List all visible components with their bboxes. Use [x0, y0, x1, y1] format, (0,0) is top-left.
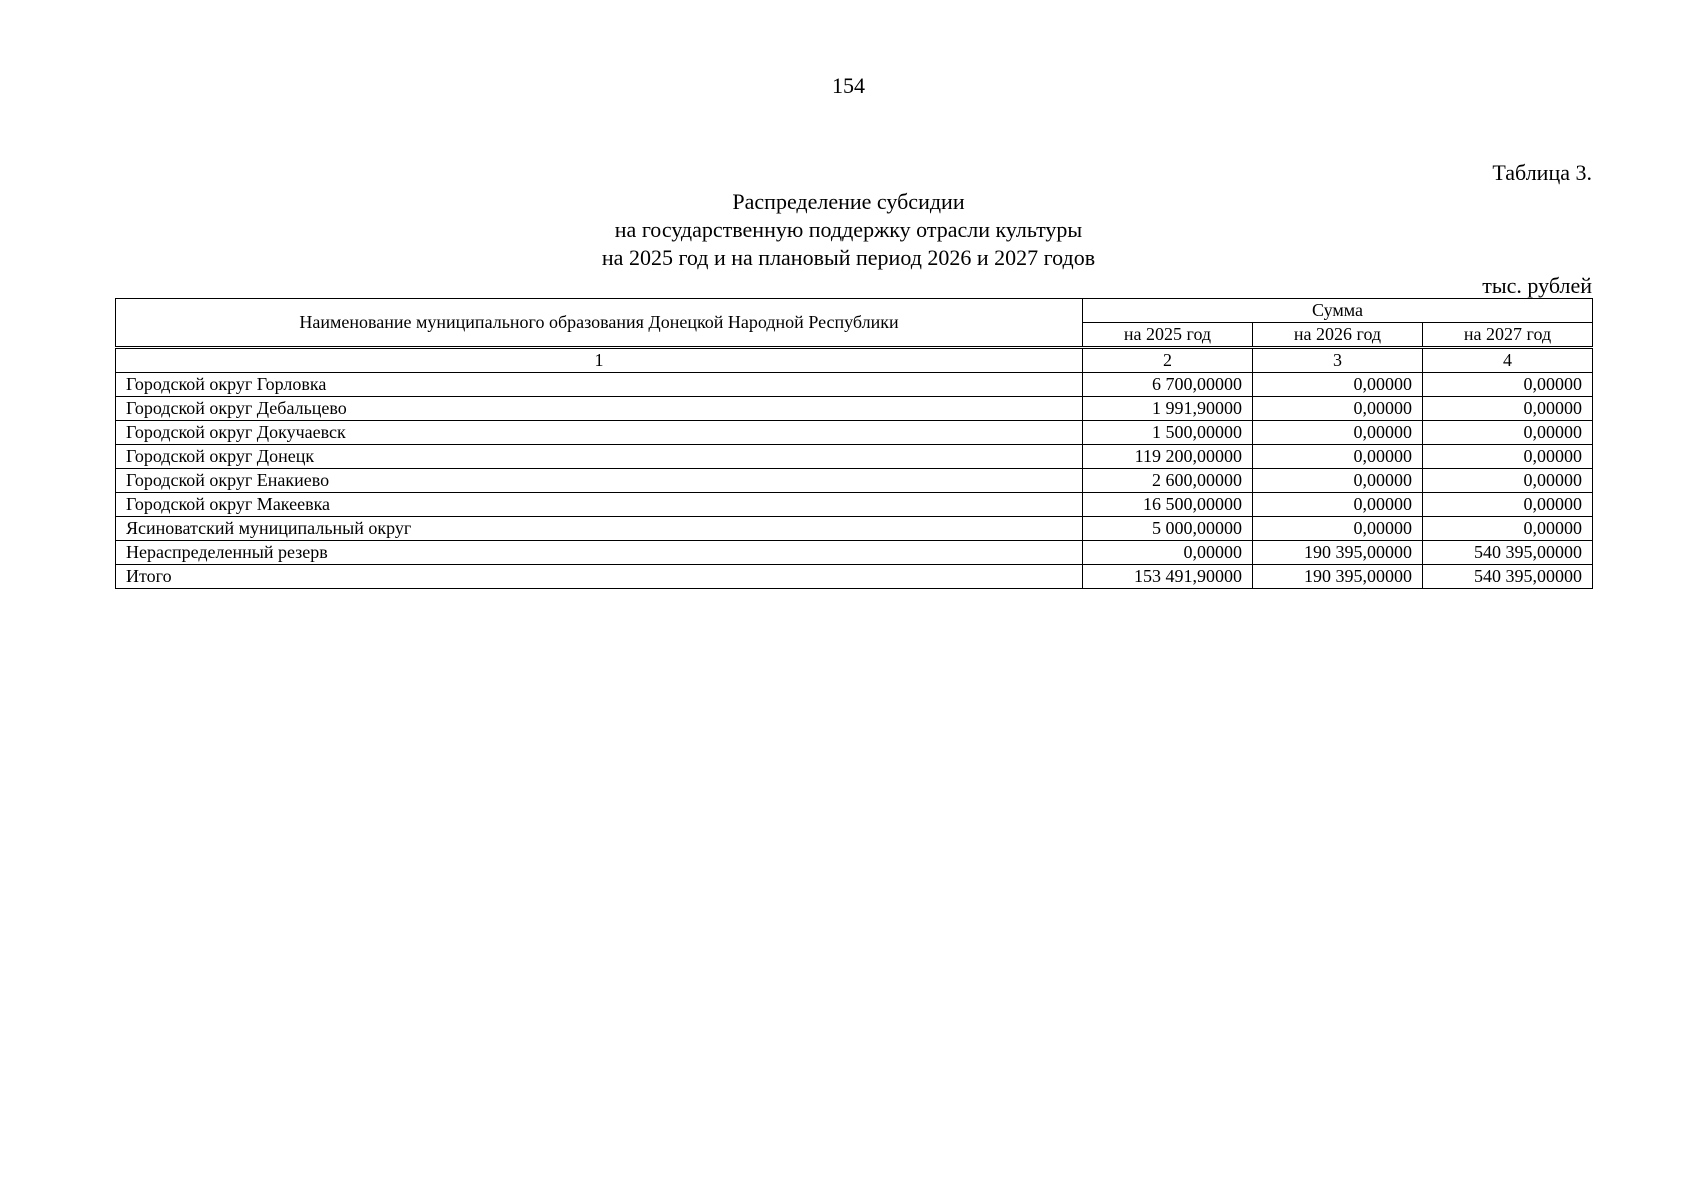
header-2027: на 2027 год: [1423, 323, 1593, 348]
title-line-3: на 2025 год и на плановый период 2026 и 2027 годов: [601, 245, 1096, 270]
amount-2025: 1 991,90000: [1083, 397, 1253, 421]
amount-2025: 1 500,00000: [1083, 421, 1253, 445]
amount-2026: 0,00000: [1253, 469, 1423, 493]
municipality-name: Городской округ Енакиево: [116, 469, 1083, 493]
amount-2026: 0,00000: [1253, 397, 1423, 421]
column-index: 3: [1253, 348, 1423, 373]
table-row: [116, 421, 1593, 445]
subsidy-distribution-table: [115, 298, 1593, 589]
amount-2025: 0,00000: [1083, 541, 1253, 565]
table-row: [116, 373, 1593, 397]
municipality-name: Нераспределенный резерв: [116, 541, 1083, 565]
amount-2027: 0,00000: [1423, 493, 1593, 517]
table-label: Таблица 3.: [1492, 160, 1592, 185]
table-row: [116, 445, 1593, 469]
title-line-2: на государственную поддержку отрасли культуры: [614, 217, 1083, 242]
total-2025: 153 491,90000: [1083, 565, 1253, 589]
header-2026: на 2026 год: [1253, 323, 1423, 348]
units-label: тыс. рублей: [1482, 273, 1592, 298]
header-2025: на 2025 год: [1083, 323, 1253, 348]
page-number: 154: [832, 73, 865, 98]
total-2027: 540 395,00000: [1423, 565, 1593, 589]
table-row: [116, 493, 1593, 517]
amount-2027: 540 395,00000: [1423, 541, 1593, 565]
document-title: [0, 188, 1697, 272]
table-row: [116, 397, 1593, 421]
table-total-row: [116, 565, 1593, 589]
amount-2025: 6 700,00000: [1083, 373, 1253, 397]
amount-2026: 0,00000: [1253, 445, 1423, 469]
amount-2027: 0,00000: [1423, 445, 1593, 469]
amount-2025: 2 600,00000: [1083, 469, 1253, 493]
municipality-name: Городской округ Дебальцево: [116, 397, 1083, 421]
municipality-name: Городской округ Макеевка: [116, 493, 1083, 517]
amount-2026: 0,00000: [1253, 517, 1423, 541]
amount-2027: 0,00000: [1423, 421, 1593, 445]
amount-2027: 0,00000: [1423, 517, 1593, 541]
total-2026: 190 395,00000: [1253, 565, 1423, 589]
amount-2025: 5 000,00000: [1083, 517, 1253, 541]
amount-2026: 0,00000: [1253, 421, 1423, 445]
header-sum-group: Сумма: [1083, 299, 1593, 323]
amount-2026: 0,00000: [1253, 493, 1423, 517]
column-index: 4: [1423, 348, 1593, 373]
title-line-1: Распределение субсидии: [732, 189, 965, 214]
amount-2025: 119 200,00000: [1083, 445, 1253, 469]
header-municipality-name: Наименование муниципального образования Донецкой Народной Республики: [116, 299, 1083, 348]
amount-2026: 190 395,00000: [1253, 541, 1423, 565]
amount-2027: 0,00000: [1423, 373, 1593, 397]
table-row: [116, 517, 1593, 541]
total-label: Итого: [116, 565, 1083, 589]
table-row: [116, 541, 1593, 565]
column-index: 1: [116, 348, 1083, 373]
amount-2026: 0,00000: [1253, 373, 1423, 397]
amount-2027: 0,00000: [1423, 469, 1593, 493]
column-index-row: [116, 348, 1593, 373]
table-row: [116, 469, 1593, 493]
column-index: 2: [1083, 348, 1253, 373]
amount-2027: 0,00000: [1423, 397, 1593, 421]
municipality-name: Городской округ Горловка: [116, 373, 1083, 397]
municipality-name: Городской округ Докучаевск: [116, 421, 1083, 445]
amount-2025: 16 500,00000: [1083, 493, 1253, 517]
municipality-name: Городской округ Донецк: [116, 445, 1083, 469]
municipality-name: Ясиноватский муниципальный округ: [116, 517, 1083, 541]
